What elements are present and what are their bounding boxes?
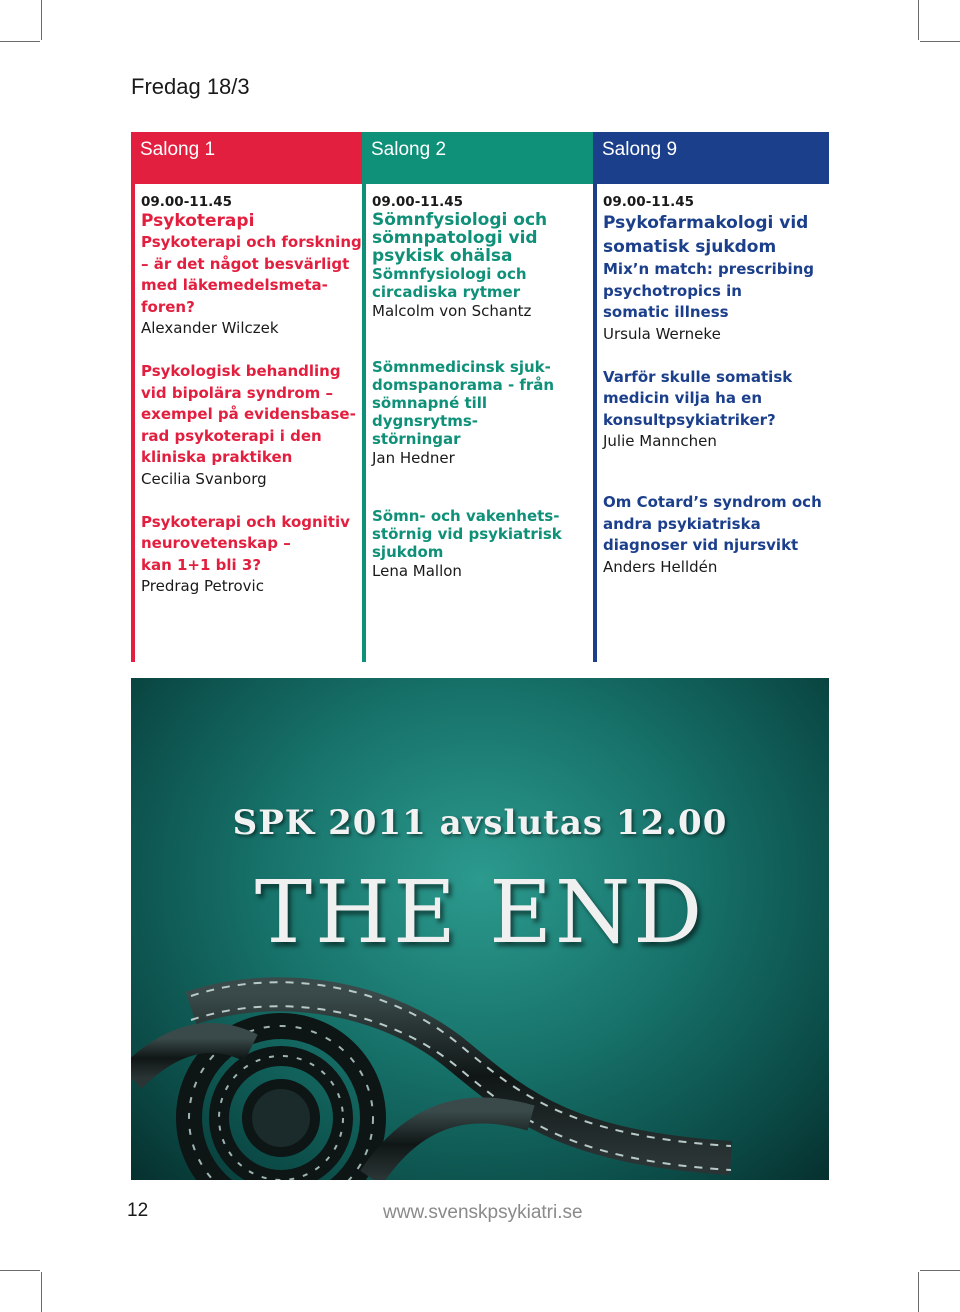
session [603, 367, 829, 453]
speaker-name: Lena Mallon [372, 562, 462, 580]
crop-mark [0, 1270, 40, 1271]
speaker-name: Alexander Wilczek [141, 319, 279, 337]
crop-mark [920, 1270, 960, 1271]
speaker-name: Julie Mannchen [603, 432, 717, 450]
session-title: Sömn- och vakenhets- störnig vid psykiatrisk sjukdom [372, 507, 562, 561]
session-subtitle: Sömnfysiologi och circadiska rytmer [372, 265, 527, 301]
column-salong-9 [593, 132, 829, 576]
session [603, 492, 829, 578]
session-title: Psykofarmakologi vid somatisk sjukdom [603, 213, 809, 257]
crop-mark [41, 0, 42, 40]
column-header: Salong 1 [131, 132, 362, 184]
speaker-name: Anders Helldén [603, 557, 718, 576]
speaker-name: Ursula Werneke [603, 324, 721, 343]
column-header: Salong 2 [362, 132, 593, 184]
column-body [593, 184, 829, 662]
banner-subtitle: SPK 2011 avslutas 12.00 [232, 803, 728, 843]
session-title: Om Cotard’s syndrom och andra psykiatriska diagnoser vid njursvikt [603, 493, 822, 554]
website-link[interactable]: www.svenskpsykiatri.se [383, 1202, 583, 1223]
session [141, 211, 362, 339]
column-header: Salong 9 [593, 132, 829, 184]
speaker-name: Cecilia Svanborg [141, 469, 267, 488]
time-slot: 09.00-11.45 [141, 194, 233, 210]
speaker-name: Jan Hedner [372, 449, 455, 467]
time-slot: 09.00-11.45 [372, 194, 464, 210]
page-title: Fredag 18/3 [131, 74, 250, 99]
session-title: Sömnfysiologi och sömnpatologi vid psykisk ohälsa [372, 210, 548, 266]
column-salong-1 [131, 132, 362, 595]
column-salong-2 [362, 132, 593, 580]
session [372, 358, 593, 469]
crop-mark [918, 0, 919, 40]
session-title: Psykologisk behandling vid bipolära syndrom – exempel på evidensbase- rad psykoterapi i den kliniska praktiken [141, 362, 356, 466]
speaker-name: Predrag Petrovic [141, 577, 264, 595]
column-body [131, 184, 362, 662]
session [372, 507, 593, 582]
film-reel-icon [131, 678, 829, 1180]
session-title: Psykoterapi och kognitiv neurovetenskap – kan 1+1 bli 3? [141, 512, 350, 574]
session [141, 361, 362, 490]
session-subtitle: Mix’n match: prescribing psychotropics in somatic illness [603, 260, 815, 321]
session-subtitle: Psykoterapi och forskning – är det något besvärligt med läkemedelsmeta- foren? [141, 233, 362, 316]
session [603, 211, 829, 345]
time-slot: 09.00-11.45 [603, 194, 695, 210]
session-title: Sömnmedicinsk sjuk- domspanorama - från sömnapné till dygnsrytms- störningar [372, 358, 555, 448]
crop-mark [0, 41, 40, 42]
crop-mark [41, 1272, 42, 1312]
session-title: Psykoterapi [141, 211, 255, 231]
session [141, 512, 362, 598]
crop-mark [920, 41, 960, 42]
closing-banner [131, 678, 829, 1180]
crop-mark [918, 1272, 919, 1312]
column-body [362, 184, 593, 662]
page-number: 12 [127, 1200, 149, 1221]
speaker-name: Malcolm von Schantz [372, 302, 532, 320]
session-title: Varför skulle somatisk medicin vilja ha en konsultpsykiatriker? [603, 367, 793, 429]
session [372, 211, 593, 322]
banner-title: THE END [254, 863, 706, 963]
